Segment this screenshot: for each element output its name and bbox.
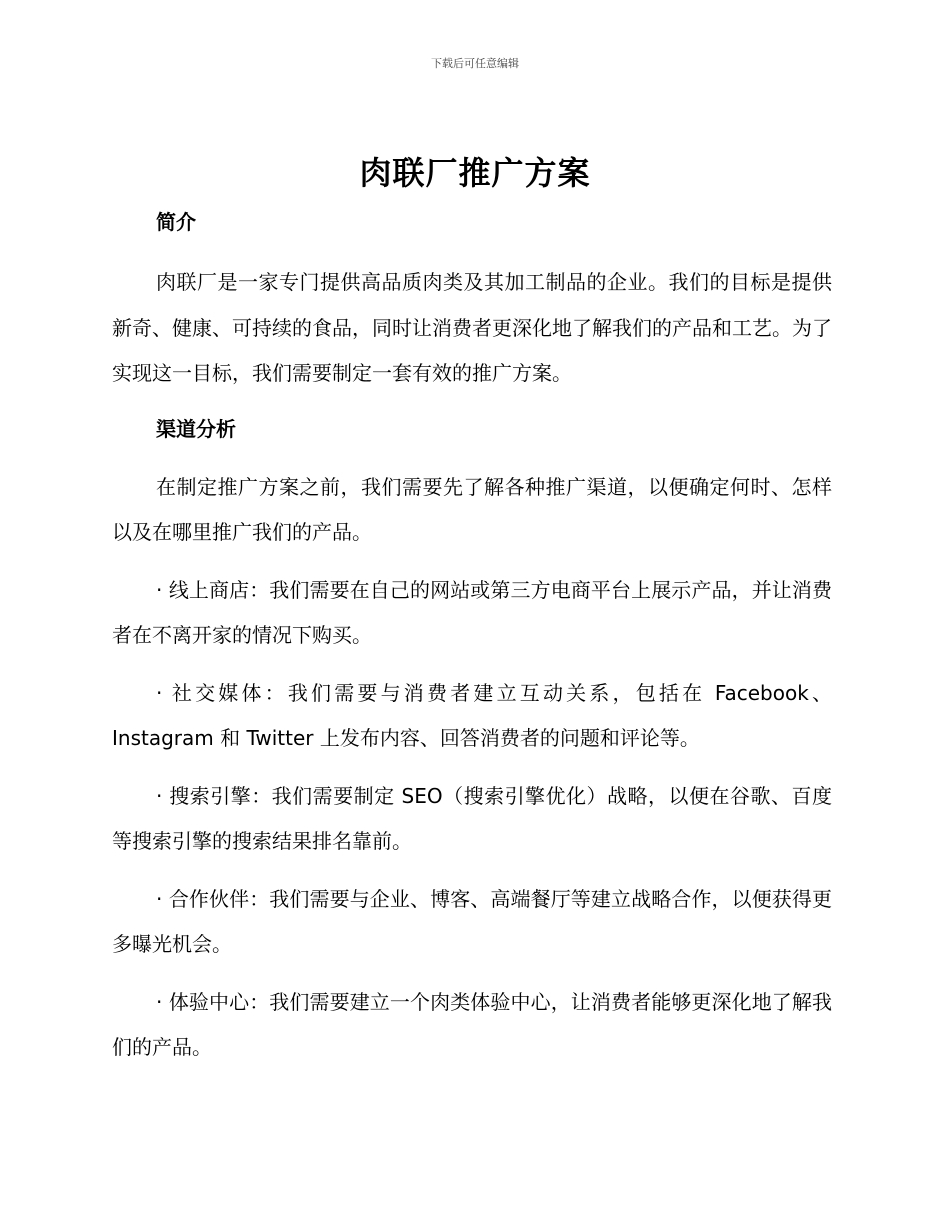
bullet-social-media: · 社交媒体：我们需要与消费者建立互动关系，包括在 Facebook、Instagram 和 Twitter 上发布内容、回答消费者的问题和评论等。 xyxy=(112,680,832,750)
bullet-partners: · 合作伙伴：我们需要与企业、博客、高端餐厅等建立战略合作，以便获得更多曝光机会。 xyxy=(112,886,832,956)
intro-paragraph: 肉联厂是一家专门提供高品质肉类及其加工制品的企业。我们的目标是提供新奇、健康、可持续的食品，同时让消费者更深化地了解我们的产品和工艺。为了实现这一目标，我们需要制定一套有效的推广方案。 xyxy=(112,270,832,385)
section-heading-channels: 渠道分析 xyxy=(156,416,236,441)
bullet-online-store: · 线上商店：我们需要在自己的网站或第三方电商平台上展示产品，并让消费者在不离开家的情况下购买。 xyxy=(112,577,832,647)
document-title: 肉联厂推广方案 xyxy=(359,154,591,192)
page-header-note: 下载后可任意编辑 xyxy=(431,57,519,70)
section-heading-intro: 简介 xyxy=(156,210,196,234)
bullet-experience-center: · 体验中心：我们需要建立一个肉类体验中心，让消费者能够更深化地了解我们的产品。 xyxy=(112,989,832,1059)
channels-paragraph: 在制定推广方案之前，我们需要先了解各种推广渠道，以便确定何时、怎样以及在哪里推广我们的产品。 xyxy=(112,474,832,544)
document-body xyxy=(112,202,832,1071)
bullet-search-engine: · 搜索引擎：我们需要制定 SEO（搜索引擎优化）战略，以便在谷歌、百度等搜索引擎的搜索结果排名靠前。 xyxy=(112,783,832,853)
